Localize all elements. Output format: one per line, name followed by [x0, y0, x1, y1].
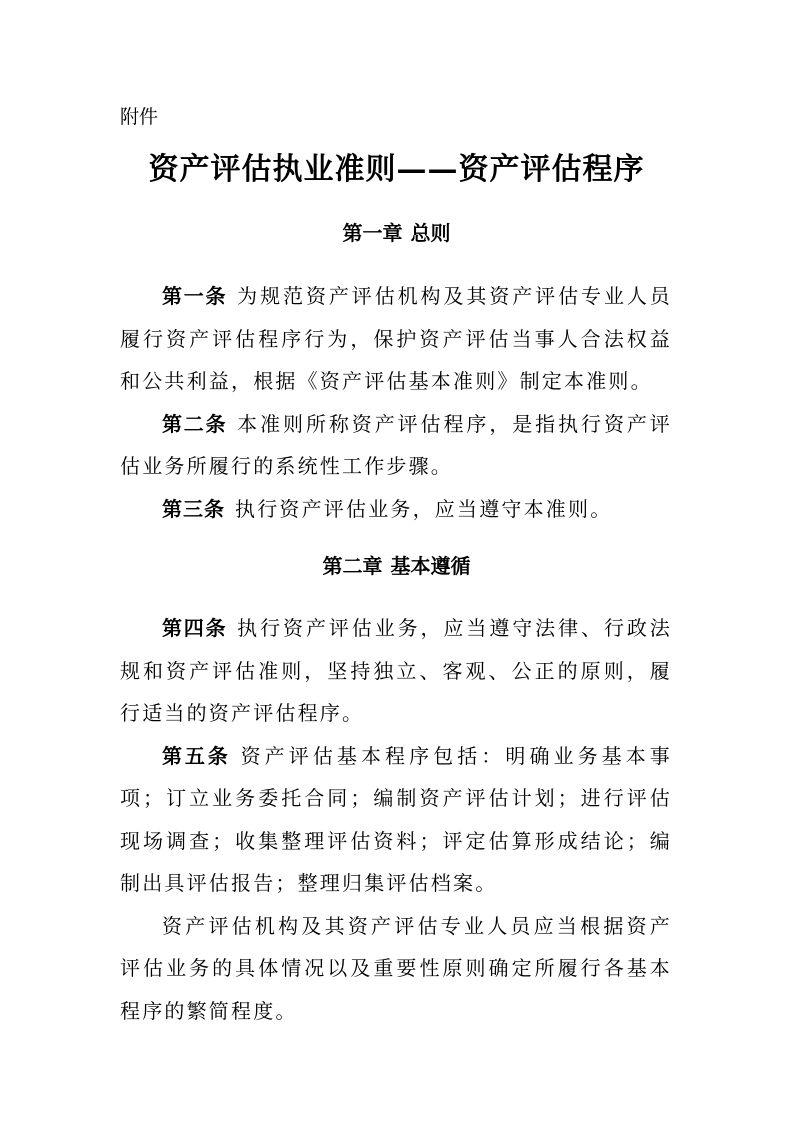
chapter-title: 总则 — [410, 221, 451, 245]
article-paragraph — [120, 735, 672, 905]
attachment-label: 附件 — [120, 106, 159, 128]
chapter-1-body — [120, 275, 672, 530]
chapter-heading — [0, 218, 793, 248]
document-title: 资产评估执业准则——资产评估程序 — [148, 152, 645, 187]
article-number: 第二条 — [162, 411, 228, 436]
chapter-number: 第二章 — [322, 554, 383, 578]
chapter-title: 基本遵循 — [390, 554, 471, 578]
article-text: 执行资产评估业务，应当遵守本准则。 — [235, 496, 613, 521]
article-number: 第一条 — [162, 284, 228, 308]
article-paragraph — [120, 275, 672, 403]
article-text: 资产评估基本程序包括：明确业务基本事项；订立业务委托合同；编制资产评估计划；进行评估现场调查；收集整理评估资料；评定估算形成结论；编制出具评估报告；整理归集评估档案。 — [120, 743, 672, 895]
article-number: 第四条 — [162, 616, 228, 640]
article-paragraph — [120, 403, 672, 488]
article-text: 为规范资产评估机构及其资产评估专业人员履行资产评估程序行为，保护资产评估当事人合法权益和公共利益，根据《资产评估基本准则》制定本准则。 — [120, 284, 672, 393]
chapter-number: 第一章 — [342, 221, 403, 245]
article-paragraph — [120, 488, 672, 531]
plain-paragraph — [120, 905, 672, 1033]
paragraph-text: 资产评估机构及其资产评估专业人员应当根据资产评估业务的具体情况以及重要性原则确定所履行各基本程序的繁简程度。 — [120, 913, 672, 1023]
article-number: 第三条 — [162, 496, 225, 521]
article-paragraph — [120, 607, 672, 735]
article-text: 执行资产评估业务，应当遵守法律、行政法规和资产评估准则，坚持独立、客观、公正的原则，履行适当的资产评估程序。 — [120, 616, 672, 725]
article-text: 本准则所称资产评估程序，是指执行资产评估业务所履行的系统性工作步骤。 — [120, 411, 672, 478]
chapter-heading — [0, 551, 793, 581]
chapter-2-body — [120, 607, 672, 1032]
article-number: 第五条 — [162, 743, 231, 768]
